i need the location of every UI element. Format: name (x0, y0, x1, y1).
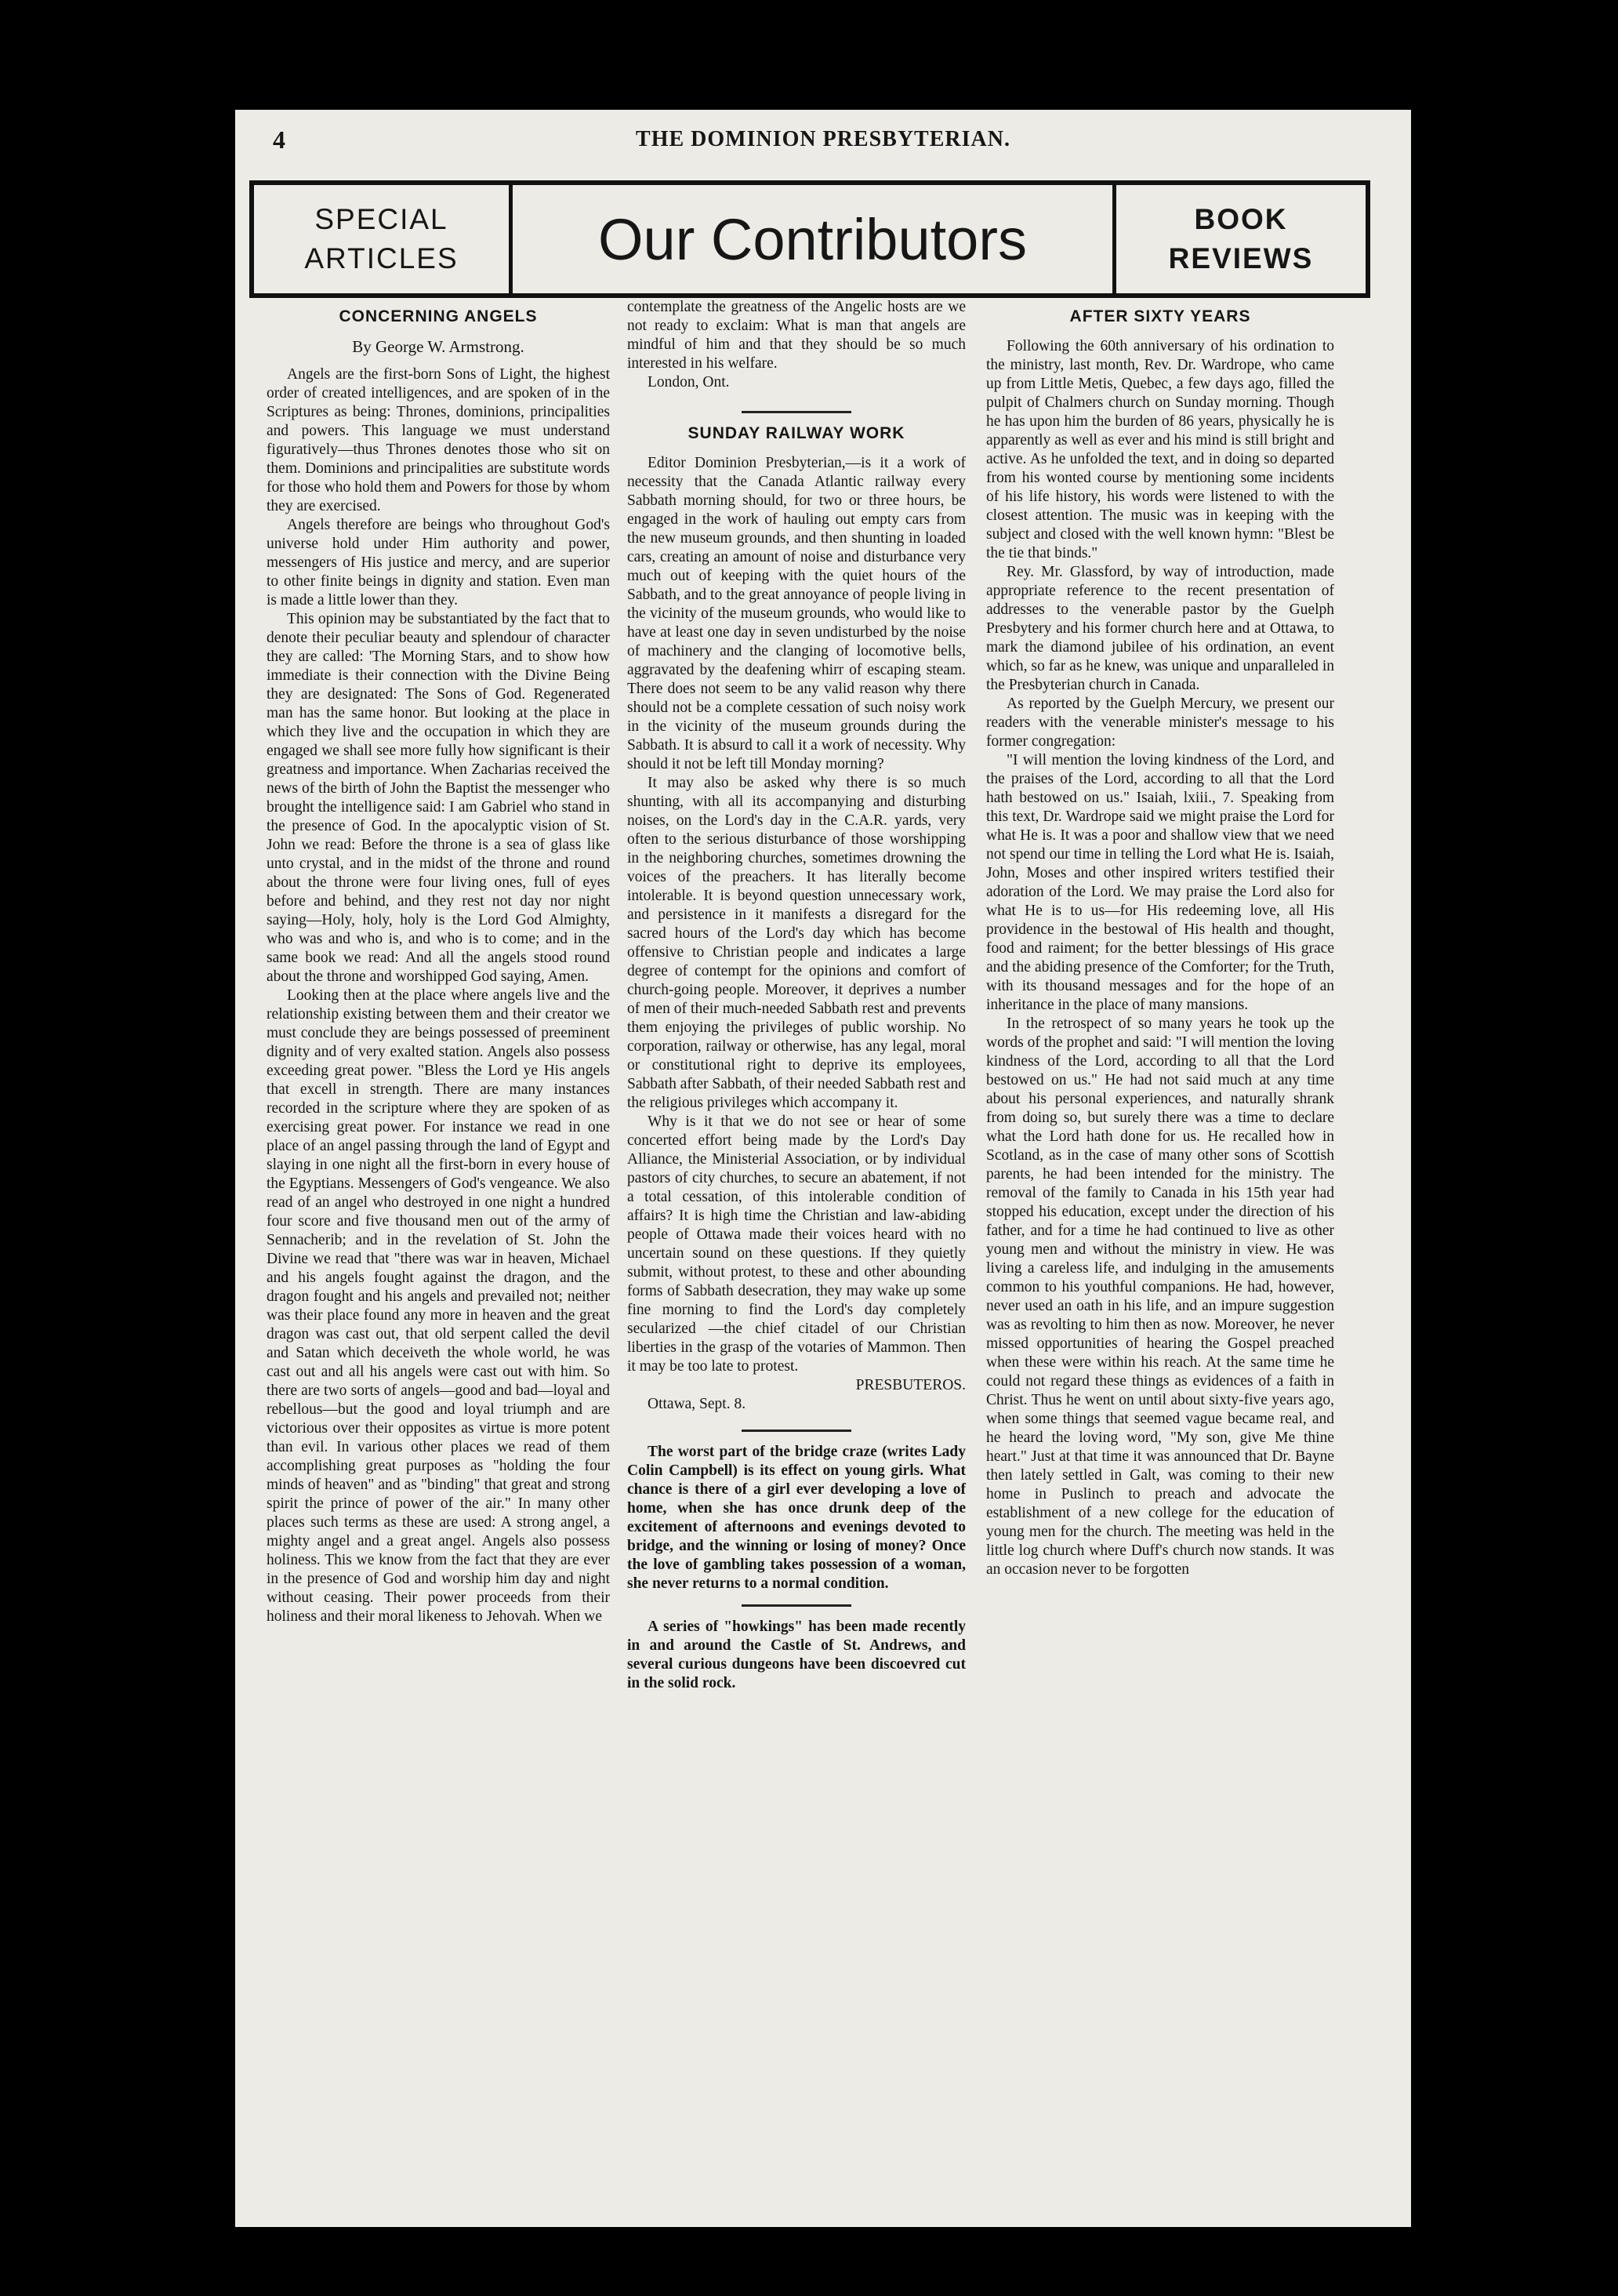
section-banner (249, 180, 1370, 298)
article-heading: AFTER SIXTY YEARS (1069, 307, 1251, 325)
page-number: 4 (273, 125, 285, 154)
letter-paragraph: Why is it that we do not see or hear of some concerted effort being made by the Lord's Day Alliance, the Ministerial Association, or by individual pastors of city churches, to secure an abatement, if not a total cessation, of this intolerable condition of affairs? It is high time the Christian and law-abiding people of Ottawa made their voices heard with no uncertain sound on these questions. If they quietly submit, without protest, to these and other abounding forms of Sabbath desecration, they may wake up some fine morning to find the Lord's day completely secularized —the chief citadel of our Christian liberties in the grasp of the votaries of Mammon. Then it may be too late to protest. (627, 1113, 966, 1375)
article-paragraph: In the retrospect of so many years he took up the words of the prophet and said: "I will mention the loving kindness of the Lord, according to all that the Lord bestowed on us." He had not said much at any time about his personal experiences, and naturally shrank from doing so, but surely there was a time to declare what the Lord hath done for us. He recalled how in Scotland, as in the case of many other sons of Scottish parents, he had been intended for the ministry. The removal of the family to Canada in his 15th year had stopped his education, except under the direction of his father, and for a time he had continued to live as other young men and without the ministry in view. He was living a careless life, and indulging in the amusements common to his youthful companions. He had, however, never used an oath in his life, and an impure suggestion was as revolting to him then as now. Moreover, he never missed opportunities of hearing the Gospel preached when these were within his reach. At the same time he could not regard these things as evidences of a faith in Christ. Thus he went on until about sixty-five years ago, when some things that seemed vague became real, and he heard the loving word, "My son, give Me thine heart." Just at that time it was announced that Dr. Bayne then lately settled in Galt, was coming to their new home in Puslinch to preach and advocate the establishment of a new college for the education of young men for the church. The meeting was held in the little log church where Duff's church now stands. It was an occasion never to be forgotten (986, 1015, 1334, 1578)
section-title: Our Contributors (598, 206, 1027, 272)
article-paragraph: Following the 60th anniversary of his ordination to the ministry, last month, Rev. Dr. Wardrope, who came up from Little Metis, Quebec, a few days ago, filled the pulpit of Chalmers church on Sunday morning. Though he has upon him the burden of 86 years, physically he is apparently as well as ever and his mind is still bright and active. As he unfolded the text, and in doing so departed from his wonted course by mentioning some incidents of his life history, his words were listened to with the closest attention. The music was in keeping with the subject and closed with the well known hymn: "Blest be the tie that binds." (986, 338, 1334, 561)
article-paragraph: Angels therefore are beings who throughout God's universe hold under Him authority and power, messengers of His justice and mercy, and are superior to other finite beings in dignity and station. Even man is made a little lower than they. (267, 517, 610, 609)
banner-right-line1: BOOK (1194, 203, 1288, 235)
news-item-bridge: The worst part of the bridge craze (writes Lady Colin Campbell) is its effect on young girls. What chance is there of a girl ever developing a love of home, when she has once drunk deep of the excitement of afternoons and evenings devoted to bridge, and the winning or losing of money? Once the love of gambling takes possession of a woman, she never returns to a normal condition. (627, 1444, 966, 1592)
column-1 (267, 298, 610, 1626)
article-heading: CONCERNING ANGELS (339, 307, 538, 325)
divider-rule (742, 411, 851, 413)
publication-title: THE DOMINION PRESBYTERIAN. (636, 127, 1010, 151)
banner-right-box (1112, 185, 1366, 293)
article-continuation: contemplate the greatness of the Angelic hosts are we not ready to exclaim: What is man that angels are mindful of him and that they should be so much interested in his welfare. (627, 299, 966, 372)
column-2 (627, 298, 966, 1693)
article-paragraph: Rey. Mr. Glassford, by way of introduction, made appropriate reference to the recent presentation of addresses to the venerable pastor by the Guelph Presbytery and his former church here and at Ottawa, to mark the diamond jubilee of his ordination, an event which, so far as he knew, was unique and unparalleled in the Presbyterian church in Canada. (986, 564, 1334, 693)
banner-left-line2: ARTICLES (304, 242, 459, 274)
letter-paragraph: It may also be asked why there is so much shunting, with all its accompanying and disturbing noises, on the Lord's day in the C.A.R. yards, very often to the serious disturbance of those worshipping in the neighboring churches, sometimes drowning the voices of the preachers. It has literally become intolerable. It is beyond question unnecessary work, and persistence in it manifests a disregard for the sacred hours of the Lord's day which has become offensive to Christian people and indicates a large degree of contempt for the opinions and comfort of church-going people. Moreover, it deprives a number of men of their much-needed Sabbath rest and prevents them enjoying the privileges of public worship. No corporation, railway or otherwise, has any legal, moral or constitutional right to deprive its employees, Sabbath after Sabbath, of their needed Sabbath rest and the religious privileges which accompany it. (627, 775, 966, 1111)
article-paragraph: Looking then at the place where angels live and the relationship existing between them and their creator we must conclude they are beings possessed of preeminent dignity and of very exalted station. Angels also possess exceeding great power. "Bless the Lord ye His angels that excell in strength. There are many instances recorded in the scripture where they are spoken of as exercising great power. For instance we read in one place of an angel passing through the land of Egypt and slaying in one night all the first-born in every house of the Egyptians. Messengers of God's vengeance. We also read of an angel who destroyed in one night a hundred four score and five thousand men out of the army of Sennacherib; and in the revelation of St. John the Divine we read that "there was war in heaven, Michael and his angels fought against the dragon, and the dragon fought and his angels and prevailed not; neither was their place found any more in heaven and the great dragon was cast out, that old serpent called the devil and Satan which deceiveth the whole world, he was cast out and all his angels were cast out with him. So there are two sorts of angels—good and bad—loyal and rebellous—but the good and loyal triumph and are victorious over their opposites as virtue is more potent than evil. In various other places we read of them accomplishing great purposes as "holding the four minds of heaven" and as "binding" that great and strong spirit the prince of power of the air." In many other places such terms as these are used: A strong angel, a mighty angel and a great angel. Angels also possess holiness. This we know from the fact that they are ever in the presence of God and worship him day and night without ceasing. Their power proceeds from their holiness and their moral likeness to Jehovah. When we (267, 987, 610, 1625)
running-head (273, 125, 1373, 165)
banner-left-line1: SPECIAL (314, 203, 448, 235)
news-item-howkings: A series of "howkings" has been made recently in and around the Castle of St. Andrews, and several curious dungeons have been discoevred cut in the solid rock. (627, 1618, 966, 1691)
divider-rule (742, 1430, 851, 1432)
letter-signature: PRESBUTEROS. (855, 1377, 966, 1393)
letter-dateline: Ottawa, Sept. 8. (648, 1396, 746, 1412)
newspaper-page (235, 110, 1411, 2227)
banner-left-box (254, 185, 513, 293)
article-place: London, Ont. (648, 374, 730, 391)
article-paragraph: This opinion may be substantiated by the fact that to denote their peculiar beauty and splendour of character they are called: 'The Morning Stars, and to show how immediate is their connection with the Divine Being they are designated: The Sons of God. Regenerated man has the same honor. But looking at the place in which they live and the occupation in which they are engaged we shall see more fully how significant is their greatness and importance. When Zacharias received the news of the birth of John the Baptist the messenger who brought the intelligence said: I am Gabriel who stand in the presence of God. In the apocalyptic vision of St. John we read: Before the throne is a sea of glass like unto crystal, and in the midst of the throne and round about the throne were four living ones, full of eyes before and behind, and they rest not day nor night saying—Holy, holy, holy is the Lord God Almighty, who was and who is, and who is to come; and in the same book we read: And all the angels stood round about the throne and worshipped God saying, Amen. (267, 611, 610, 985)
banner-right-line2: REVIEWS (1168, 242, 1314, 274)
article-paragraph: Angels are the first-born Sons of Light, the highest order of created intelligences, and are spoken of in the Scriptures as being: Thrones, dominions, principalities and powers. This language we must understand figuratively—thus Thrones denotes those who sit on them. Dominions and principalities are substitute words for those who hold them and Powers for those by whom they are exercised. (267, 366, 610, 514)
article-paragraph: As reported by the Guelph Mercury, we present our readers with the venerable minister's message to his former congregation: (986, 696, 1334, 750)
article-paragraph: "I will mention the loving kindness of the Lord, and the praises of the Lord, according to all that the Lord hath bestowed on us." Isaiah, lxiii., 7. Speaking from this text, Dr. Wardrope said we might praise the Lord for what He is. It was a poor and shallow view that we need not spend our time in telling the Lord what He is. Isaiah, John, Moses and other inspired writers testified their adoration of the Lord. We may praise the Lord also for what He is to us—for His redeeming love, all His providence in the bestowal of His health and thought, food and raiment; for the better blessings of His grace and the abiding presence of the Comforter; for the Truth, with its thousand messages and for the hope of an inheritance in the place of many mansions. (986, 752, 1334, 1013)
byline: By George W. Armstrong. (352, 337, 524, 356)
divider-rule (742, 1604, 851, 1607)
column-3 (986, 298, 1334, 1579)
article-heading: SUNDAY RAILWAY WORK (687, 424, 905, 442)
letter-paragraph: Editor Dominion Presbyterian,—is it a work of necessity that the Canada Atlantic railway every Sabbath morning should, for two or three hours, be engaged in the work of hauling out empty cars from the new museum grounds, and then shunting in loaded cars, creating an amount of noise and disturbance very much out of keeping with the quiet hours of the Sabbath, and to the great annoyance of people living in the vicinity of the museum grounds, who would like to have at least one day in seven undisturbed by the noise of machinery and the clanging of locomotive bells, aggravated by the deafening whirr of escaping steam. There does not seem to be any valid reason why there should not be a complete cessation of such noisy work in the vicinity of the museum grounds during the Sabbath. It is absurd to call it a work of necessity. Why should it not be left till Monday morning? (627, 455, 966, 772)
